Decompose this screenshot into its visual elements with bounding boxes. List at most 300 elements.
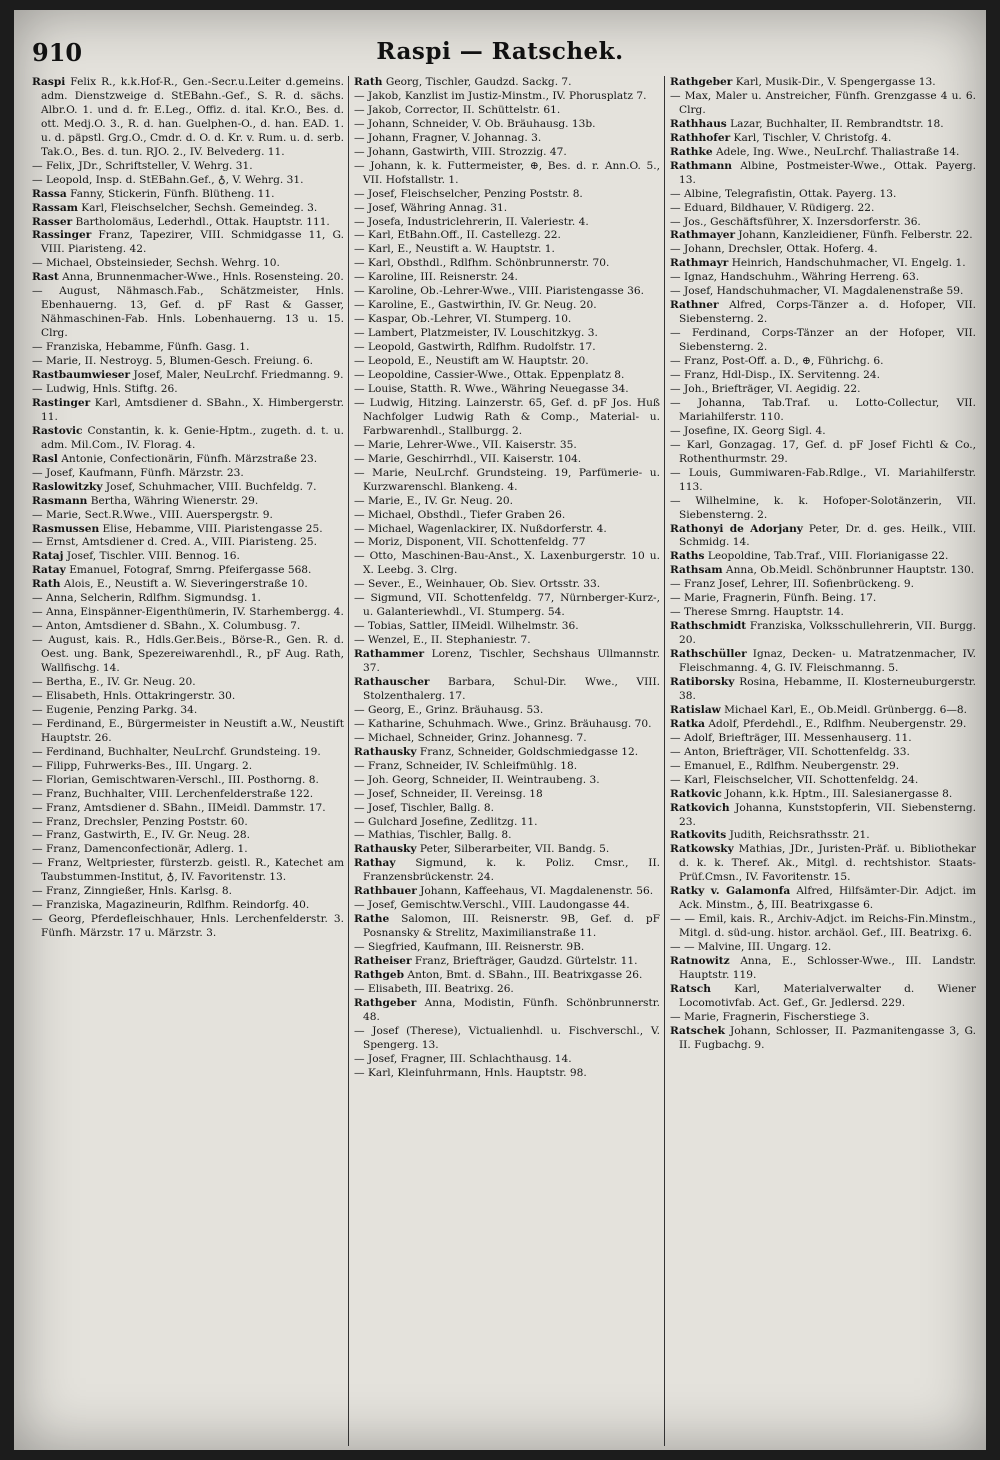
entry-text: Fanny, Stickerin, Fünfh. Blütheng. 11. (66, 187, 275, 200)
directory-entry (670, 495, 976, 523)
entry-text: — Josef, Kaufmann, Fünfh. Märzstr. 23. (32, 466, 244, 479)
entry-surname: Ratky v. Galamonfa (670, 885, 791, 898)
directory-entry (354, 634, 660, 648)
directory-entry (670, 955, 976, 983)
directory-entry (354, 341, 660, 355)
entry-surname: Ratkovich (670, 801, 730, 814)
entry-text: — Marie, Fragnerin, Fünfh. Being. 17. (670, 592, 877, 605)
entry-text: — Michael, Wagenlackirer, IX. Nußdorferstr. 4. (354, 522, 607, 535)
directory-entry (670, 216, 976, 230)
directory-entry (32, 690, 344, 704)
directory-columns (32, 76, 976, 1446)
directory-entry (32, 718, 344, 746)
entry-text: — Bertha, E., IV. Gr. Neug. 20. (32, 675, 196, 688)
entry-text: Ignaz, Decken- u. Matratzenmacher, IV. Fleischmanng. 4, G. IV. Fleischmanng. 5. (679, 648, 976, 675)
directory-entry (670, 983, 976, 1011)
entry-text: Georg, Tischler, Gaudzd. Sackg. 7. (382, 76, 572, 88)
entry-text: Johanna, Kunststopferin, VII. Siebensterng. 23. (679, 801, 976, 828)
entry-text: Michael Karl, E., Ob.Meidl. Grünbergg. 6—8. (720, 703, 968, 716)
directory-entry (354, 788, 660, 802)
entry-surname: Rastinger (32, 396, 91, 409)
directory-entry (354, 648, 660, 676)
directory-entry (354, 104, 660, 118)
directory-entry (354, 550, 660, 578)
entry-text: — Leopold, E., Neustift am W. Hauptstr. 20. (354, 355, 589, 368)
entry-surname: Rastovic (32, 424, 83, 437)
directory-entry (354, 509, 660, 523)
entry-text: — Katharine, Schuhmach. Wwe., Grinz. Bräuhausg. 70. (354, 717, 652, 730)
entry-text: — Wenzel, E., II. Stephaniestr. 7. (354, 634, 531, 647)
directory-entry (32, 229, 344, 257)
entry-text: Mathias, JDr., Juristen-Präf. u. Bibliothekar d. k. k. Theref. Ak., Mitgl. d. rechtshistor. Staats-Prüf.Cmsn., IV. Favoritenstr. 15. (679, 843, 976, 884)
directory-entry (32, 676, 344, 690)
entry-text: — Karoline, III. Reisnerstr. 24. (354, 271, 518, 284)
directory-entry (670, 885, 976, 913)
entry-surname: Rathgeber (354, 996, 417, 1009)
entry-text: — Johann, Drechsler, Ottak. Hoferg. 4. (670, 243, 878, 256)
entry-surname: Rathner (670, 299, 719, 312)
entry-surname: Rathgeber (670, 76, 733, 88)
directory-entry (354, 243, 660, 257)
directory-entry (670, 550, 976, 564)
directory-entry (670, 1011, 976, 1025)
directory-entry (670, 202, 976, 216)
directory-entry (670, 188, 976, 202)
entry-surname: Rathonyi de Adorjany (670, 522, 803, 535)
directory-entry (32, 341, 344, 355)
directory-entry (32, 885, 344, 899)
entry-text: — Sever., E., Weinhauer, Ob. Siev. Ortsstr. 33. (354, 578, 601, 591)
entry-text: — Adolf, Briefträger, III. Messenhauserg. 11. (670, 731, 912, 744)
entry-text: Johann, Schlosser, II. Pazmanitengasse 3, G. II. Fugbachg. 9. (679, 1024, 976, 1051)
entry-text: Josef, Maler, NeuLrchf. Friedmanng. 9. (130, 369, 344, 382)
column-divider (348, 76, 349, 1446)
directory-entry (670, 257, 976, 271)
entry-surname: Rassam (32, 201, 78, 214)
entry-surname: Rath (32, 578, 61, 591)
column-1 (32, 76, 344, 1446)
entry-text: Constantin, k. k. Genie-Hptm., zugeth. d. t. u. adm. Mil.Com., IV. Florag. 4. (41, 424, 344, 451)
entry-text: Antonie, Confectionärin, Fünfh. Märzstraße 23. (57, 452, 318, 465)
entry-text: — Georg, E., Grinz. Bräuhausg. 53. (354, 703, 544, 716)
entry-text: Anton, Bmt. d. SBahn., III. Beatrixgasse 26. (404, 969, 643, 981)
entry-text: — Marie, Sect.R.Wwe., VIII. Auerspergstr. 9. (32, 508, 273, 521)
entry-text: Franz, Tapezirer, VIII. Schmidgasse 11, G. VIII. Piaristeng. 42. (41, 229, 344, 256)
directory-entry (32, 397, 344, 425)
entry-text: Anna, Brunnenmacher-Wwe., Hnls. Rosensteing. 20. (58, 271, 344, 284)
entry-text: Karl, Fleischselcher, Sechsh. Gemeindeg. 3. (77, 201, 318, 214)
entry-surname: Raslowitzky (32, 480, 103, 493)
entry-text: Anna, Modistin, Fünfh. Schönbrunnerstr. 48. (363, 996, 660, 1023)
entry-text: Karl, Tischler, V. Christofg. 4. (730, 131, 892, 144)
entry-text: Alfred, Hilfsämter-Dir. Adjct. im Ack. Minstm., ♁, III. Beatrixgasse 6. (679, 885, 976, 912)
directory-entry (354, 118, 660, 132)
directory-entry (32, 746, 344, 760)
entry-text: — Anna, Einspänner-Eigenthümerin, IV. Starhembergg. 4. (32, 606, 344, 619)
entry-text: — Anna, Selcherin, Rdlfhm. Sigmundsg. 1. (32, 592, 261, 605)
directory-entry (354, 802, 660, 816)
directory-entry (354, 523, 660, 537)
directory-entry (32, 564, 344, 578)
directory-entry (354, 578, 660, 592)
entry-text: — Florian, Gemischtwaren-Verschl., III. Posthorng. 8. (32, 773, 319, 786)
directory-entry (354, 257, 660, 271)
directory-entry (354, 774, 660, 788)
directory-entry (670, 913, 976, 941)
entry-text: — Karl, Gonzagag. 17, Gef. d. pF Josef Fichtl & Co., Rothenthurmstr. 29. (670, 438, 976, 465)
entry-surname: Rasmann (32, 494, 88, 507)
entry-text: — Moriz, Disponent, VII. Schottenfeldg. 77 (354, 536, 586, 549)
entry-text: — Josefine, IX. Georg Sigl. 4. (670, 424, 826, 437)
entry-text: — Therese Smrng. Hauptstr. 14. (670, 606, 844, 619)
directory-entry (670, 76, 976, 90)
directory-entry (32, 174, 344, 188)
directory-entry (354, 397, 660, 439)
entry-text: Heinrich, Handschuhmacher, VI. Engelg. 1. (728, 257, 966, 270)
directory-entry (670, 829, 976, 843)
entry-text: Johann, Kanzleidiener, Fünfh. Felberstr. 22. (735, 229, 973, 242)
directory-entry (670, 439, 976, 467)
entry-text: — Franz, Schneider, IV. Schleifmühlg. 18. (354, 759, 578, 772)
page-header (14, 10, 986, 70)
entry-text: Bertha, Währing Wienerstr. 29. (87, 494, 259, 507)
entry-text: Franz, Schneider, Goldschmiedgasse 12. (416, 745, 639, 758)
directory-entry (670, 132, 976, 146)
entry-text: — Marie, E., IV. Gr. Neug. 20. (354, 494, 513, 507)
directory-entry (32, 202, 344, 216)
entry-surname: Raspi (32, 76, 66, 88)
entry-text: — Georg, Pferdefleischhauer, Hnls. Lerchenfelderstr. 3. Fünfh. Märzstr. 17 u. Märzstr. 3. (32, 913, 344, 940)
directory-entry (354, 467, 660, 495)
entry-text: — Franz, Hdl-Disp., IX. Servitenng. 24. (670, 369, 880, 382)
entry-text: — August, kais. R., Hdls.Ger.Beis., Börse-R., Gen. R. d. Oest. ung. Bank, Spezereiwarenhdl., R., pF Aug. Rath, Wallfischg. 14. (32, 634, 344, 675)
directory-entry (354, 90, 660, 104)
directory-entry (670, 578, 976, 592)
entry-surname: Rasser (32, 215, 73, 228)
entry-surname: Ratnowitz (670, 955, 730, 968)
directory-entry (354, 271, 660, 285)
directory-entry (670, 285, 976, 299)
page-number: 910 (32, 38, 83, 67)
directory-entry (32, 355, 344, 369)
entry-surname: Rathmayer (670, 229, 736, 242)
directory-entry (32, 788, 344, 802)
entry-text: — Karoline, Ob.-Lehrer-Wwe., VIII. Piaristengasse 36. (354, 285, 644, 298)
entry-text: — Ferdinand, Buchhalter, NeuLrchf. Grundsteing. 19. (32, 745, 321, 758)
directory-entry (32, 606, 344, 620)
entry-text: Karl, Musik-Dir., V. Spengergasse 13. (732, 76, 936, 88)
entry-surname: Rathay (354, 857, 396, 870)
entry-surname: Rathmayr (670, 257, 729, 270)
directory-entry (32, 802, 344, 816)
directory-entry (670, 229, 976, 243)
entry-surname: Rast (32, 271, 59, 284)
entry-surname: Rathsam (670, 564, 723, 577)
entry-surname: Ratiborsky (670, 675, 735, 688)
directory-entry (670, 327, 976, 355)
directory-entry (32, 536, 344, 550)
entry-text: — Franz Josef, Lehrer, III. Sofienbrückeng. 9. (670, 578, 914, 591)
entry-text: Alfred, Corps-Tänzer a. d. Hofoper, VII. Siebensterng. 2. (679, 299, 976, 326)
directory-entry (32, 704, 344, 718)
directory-entry (670, 620, 976, 648)
directory-entry (354, 453, 660, 467)
directory-entry (354, 592, 660, 620)
entry-text: — Franz, Zinngießer, Hnls. Karlsg. 8. (32, 885, 233, 898)
entry-surname: Rathgeb (354, 969, 405, 981)
directory-entry (670, 843, 976, 885)
directory-entry (670, 564, 976, 578)
entry-surname: Rathauscher (354, 675, 430, 688)
entry-text: — Josefa, Industriclehrerin, II. Valeriestr. 4. (354, 215, 589, 228)
directory-entry (32, 216, 344, 230)
entry-text: — Felix, JDr., Schriftsteller, V. Wehrg. 31. (32, 159, 253, 172)
directory-entry (32, 829, 344, 843)
directory-entry (354, 1025, 660, 1053)
entry-text: — Elisabeth, III. Beatrixg. 26. (354, 982, 514, 995)
directory-entry (670, 118, 976, 132)
entry-surname: Ratschek (670, 1024, 726, 1037)
directory-entry (670, 425, 976, 439)
directory-entry (32, 257, 344, 271)
entry-text: — Karl, Fleischselcher, VII. Schottenfeldg. 24. (670, 773, 919, 786)
entry-text: — Wilhelmine, k. k. Hofoper-Solotänzerin, VII. Siebensterng. 2. (670, 494, 976, 521)
directory-entry (32, 481, 344, 495)
entry-text: — Louise, Statth. R. Wwe., Währing Neuegasse 34. (354, 382, 629, 395)
entry-text: — Karoline, E., Gastwirthin, IV. Gr. Neug. 20. (354, 299, 597, 312)
entry-text: — Louis, Gummiwaren-Fab.Rdlge., VI. Mariahilferstr. 113. (670, 466, 976, 493)
entry-text: — Marie, II. Nestroyg. 5, Blumen-Gesch. Freiung. 6. (32, 355, 314, 368)
entry-text: Lorenz, Tischler, Sechshaus Ullmannstr. 37. (363, 648, 660, 675)
entry-text: — Josef, Tischler, Ballg. 8. (354, 801, 495, 814)
entry-text: Josef, Schuhmacher, VIII. Buchfeldg. 7. (102, 480, 317, 493)
entry-text: — Josef, Gemischtw.Verschl., VIII. Laudongasse 44. (354, 899, 630, 912)
entry-text: — Kaspar, Ob.-Lehrer, VI. Stumperg. 10. (354, 313, 572, 326)
entry-text: — Josef, Fragner, III. Schlachthausg. 14. (354, 1052, 572, 1065)
entry-text: — Otto, Maschinen-Bau-Anst., X. Laxenburgerstr. 10 u. X. Leebg. 3. Clrg. (354, 550, 660, 577)
entry-text: Adele, Ing. Wwe., NeuLrchf. Thaliastraße 14. (712, 145, 960, 158)
directory-entry (670, 383, 976, 397)
directory-entry (354, 160, 660, 188)
entry-text: — Ferdinand, E., Bürgermeister in Neustift a.W., Neustift Hauptstr. 26. (32, 717, 344, 744)
directory-entry (354, 188, 660, 202)
directory-entry (354, 746, 660, 760)
entry-text: Bartholomäus, Lederhdl., Ottak. Hauptstr. 111. (72, 215, 330, 228)
entry-text: — Filipp, Fuhrwerks-Bes., III. Ungarg. 2. (32, 759, 253, 772)
entry-surname: Rathammer (354, 648, 425, 661)
directory-entry (670, 746, 976, 760)
entry-text: Alois, E., Neustift a. W. Sieveringerstraße 10. (60, 578, 308, 591)
entry-surname: Rathschüller (670, 648, 747, 661)
directory-entry (354, 718, 660, 732)
column-divider (664, 76, 665, 1446)
entry-text: Anna, Ob.Meidl. Schönbrunner Hauptstr. 130. (722, 564, 975, 577)
directory-entry (32, 369, 344, 383)
entry-text: — — Malvine, III. Ungarg. 12. (670, 941, 832, 954)
entry-surname: Rathausky (354, 843, 417, 856)
entry-text: Barbara, Schul-Dir. Wwe., VIII. Stolzenthalerg. 17. (363, 675, 660, 702)
entry-text: Adolf, Pferdehdl., E., Rdlfhm. Neubergenstr. 29. (705, 717, 967, 730)
directory-entry (354, 885, 660, 899)
entry-surname: Ratay (32, 564, 66, 577)
entry-surname: Rathausky (354, 745, 417, 758)
directory-entry (670, 774, 976, 788)
entry-text: — Joh. Georg, Schneider, II. Weintraubeng. 3. (354, 773, 600, 786)
page-title: Raspi — Ratschek. (376, 38, 624, 65)
directory-entry (354, 843, 660, 857)
directory-entry (354, 229, 660, 243)
directory-entry (354, 913, 660, 941)
entry-text: Elise, Hebamme, VIII. Piaristengasse 25. (99, 522, 323, 535)
entry-text: Judith, Reichsrathsstr. 21. (726, 829, 870, 842)
directory-entry (32, 509, 344, 523)
directory-entry (354, 704, 660, 718)
directory-entry (32, 188, 344, 202)
directory-entry (354, 997, 660, 1025)
entry-text: — Josef, Handschuhmacher, VI. Magdalenenstraße 59. (670, 285, 964, 298)
directory-entry (354, 202, 660, 216)
directory-entry (32, 843, 344, 857)
entry-surname: Rasl (32, 452, 58, 465)
entry-text: — Jos., Geschäftsführer, X. Inzersdorferstr. 36. (670, 215, 921, 228)
directory-entry (32, 76, 344, 160)
entry-surname: Raths (670, 550, 705, 563)
directory-entry (670, 941, 976, 955)
directory-entry (32, 550, 344, 564)
entry-text: — Franz, Post-Off. a. D., ⊕, Führichg. 6. (670, 355, 884, 368)
directory-entry (670, 704, 976, 718)
entry-text: Karl, Materialverwalter d. Wiener Locomotivfab. Act. Gef., Gr. Jedlersd. 229. (679, 982, 976, 1009)
directory-entry (670, 467, 976, 495)
directory-entry (354, 620, 660, 634)
directory-entry (354, 732, 660, 746)
entry-text: — Max, Maler u. Anstreicher, Fünfh. Grenzgasse 4 u. 6. Clrg. (670, 89, 976, 116)
entry-text: — Johann, Gastwirth, VIII. Strozzig. 47. (354, 145, 567, 158)
entry-text: — Ludwig, Hitzing. Lainzerstr. 65, Gef. d. pF Jos. Huß Nachfolger Ludwig Rath & Comp., Material- u. Farbwarenhdl., Stallburgg. 2. (354, 396, 660, 437)
entry-surname: Rathmann (670, 159, 732, 172)
directory-entry (32, 453, 344, 467)
directory-entry (32, 285, 344, 341)
entry-text: — Johann, k. k. Futtermeister, ⊕, Bes. d. r. Ann.O. 5., VII. Hofstallstr. 1. (354, 159, 660, 186)
entry-text: Sigmund, k. k. Poliz. Cmsr., II. Franzensbrückenstr. 24. (363, 857, 660, 884)
entry-text: — Albine, Telegrafistin, Ottak. Payerg. 13. (670, 187, 897, 200)
entry-text: — Anton, Briefträger, VII. Schottenfeldg. 33. (670, 745, 910, 758)
entry-text: — Leopold, Gastwirth, Rdlfhm. Rudolfstr. 17. (354, 341, 596, 354)
entry-text: — Karl, Kleinfuhrmann, Hnls. Hauptstr. 98. (354, 1066, 587, 1079)
entry-text: — Franz, Damenconfectionär, Adlerg. 1. (32, 843, 248, 856)
directory-entry (354, 536, 660, 550)
entry-text: — Elisabeth, Hnls. Ottakringerstr. 30. (32, 689, 236, 702)
entry-text: — August, Nähmasch.Fab., Schätzmeister, Hnls. Ebenhauerng. 13, Gef. d. pF Rast & Gasser, Nähmaschinen-Fab. Hnls. Lobenhauerng. 13 u. 15. Clrg. (32, 285, 344, 340)
entry-text: Johann, k.k. Hptm., III. Salesianergasse 8. (721, 787, 953, 800)
directory-entry (670, 160, 976, 188)
directory-entry (670, 732, 976, 746)
directory-entry (354, 760, 660, 774)
column-2 (354, 76, 660, 1446)
directory-entry (32, 816, 344, 830)
entry-text: — Michael, Schneider, Grinz. Johannesg. 7. (354, 731, 587, 744)
entry-text: — — Emil, kais. R., Archiv-Adjct. im Reichs-Fin.Minstm., Mitgl. d. süd-ung. histor. archäol. Gef., III. Beatrixg. 6. (670, 913, 976, 940)
directory-entry (670, 1025, 976, 1053)
directory-entry (670, 718, 976, 732)
entry-text: — Franziska, Hebamme, Fünfh. Gasg. 1. (32, 341, 250, 354)
directory-entry (32, 774, 344, 788)
directory-entry (670, 760, 976, 774)
directory-entry (354, 383, 660, 397)
entry-surname: Ratkovic (670, 787, 722, 800)
entry-text: Franz, Briefträger, Gaudzd. Gürtelstr. 11. (411, 955, 638, 968)
entry-text: — Eduard, Bildhauer, V. Rüdigerg. 22. (670, 201, 875, 214)
directory-entry (354, 216, 660, 230)
entry-surname: Rathke (670, 145, 713, 158)
directory-entry (354, 439, 660, 453)
directory-entry (354, 369, 660, 383)
directory-entry (32, 620, 344, 634)
directory-entry (670, 355, 976, 369)
entry-text: — Lambert, Platzmeister, IV. Louschitzkyg. 3. (354, 327, 598, 340)
entry-surname: Ratkowsky (670, 843, 734, 856)
entry-surname: Ratislaw (670, 703, 721, 716)
entry-text: Johann, Kaffeehaus, VI. Magdalenenstr. 56. (416, 885, 654, 898)
entry-text: — Josef (Therese), Victualienhdl. u. Fischverschl., V. Spengerg. 13. (354, 1024, 660, 1051)
entry-text: Peter, Silberarbeiter, VII. Bandg. 5. (416, 843, 610, 856)
column-3 (670, 76, 976, 1446)
entry-text: — Jakob, Corrector, II. Schüttelstr. 61. (354, 103, 561, 116)
entry-text: — Johann, Schneider, V. Ob. Bräuhausg. 13b. (354, 117, 596, 130)
entry-surname: Rasmussen (32, 522, 100, 535)
directory-entry (32, 495, 344, 509)
entry-text: — Franz, Weltpriester, fürsterzb. geistl. R., Katechet am Taubstummen-Institut, ♁, IV. Favoritenstr. 13. (32, 857, 344, 884)
entry-surname: Rathhofer (670, 131, 731, 144)
entry-text: — Johanna, Tab.Traf. u. Lotto-Collectur, VII. Mariahilferstr. 110. (670, 396, 976, 423)
entry-text: — Ernst, Amtsdiener d. Cred. A., VIII. Piaristeng. 25. (32, 536, 317, 549)
entry-text: Leopoldine, Tab.Traf., VIII. Florianigasse 22. (704, 550, 949, 563)
entry-text: — Ferdinand, Corps-Tänzer an der Hofoper, VII. Siebensterng. 2. (670, 327, 976, 354)
entry-text: Rosina, Hebamme, II. Klosterneuburgerstr. 38. (679, 675, 976, 702)
entry-text: — Johann, Fragner, V. Johannag. 3. (354, 131, 542, 144)
entry-surname: Rathbauer (354, 885, 417, 898)
entry-surname: Rathhaus (670, 117, 727, 130)
directory-entry (32, 271, 344, 285)
entry-text: — Marie, Geschirrhdl., VII. Kaiserstr. 104. (354, 452, 582, 465)
directory-entry (354, 816, 660, 830)
entry-text: — Mathias, Tischler, Ballg. 8. (354, 829, 512, 842)
directory-entry (670, 788, 976, 802)
directory-entry (32, 467, 344, 481)
directory-entry (354, 313, 660, 327)
entry-text: — Karl, EtBahn.Off., II. Castellezg. 22. (354, 229, 561, 242)
directory-entry (670, 299, 976, 327)
directory-entry (670, 271, 976, 285)
entry-text: — Karl, Obsthdl., Rdlfhm. Schönbrunnerstr. 70. (354, 257, 610, 270)
entry-surname: Rassa (32, 187, 67, 200)
entry-text: Felix R., k.k.Hof-R., Gen.-Secr.u.Leiter d.gemeins. adm. Dienstzweige d. StEBahn.-Gef., S. R. d. sächs. Albr.O. 1. und d. fr. E.Leg., Offiz. d. ital. Kr.O., Bes. d. ott. Medj.O. 3., R. d. han. Guelphen-O., d. han. EAD. 1. u. d. päpstl. Grg.O., Cmdr. d. O. d. Kr. v. Rum. u. d. serb. Tak.O., Bes. d. tun. RJO. 2., IV. Belvederg. 11. (41, 76, 344, 158)
directory-entry (32, 760, 344, 774)
entry-text: Josef, Tischler. VIII. Bennog. 16. (63, 550, 240, 563)
directory-page (14, 10, 986, 1450)
directory-entry (354, 495, 660, 509)
entry-text: Emanuel, Fotograf, Smrng. Pfeifergasse 568. (65, 564, 312, 577)
directory-entry (354, 1053, 660, 1067)
directory-entry (354, 969, 660, 983)
entry-surname: Rath (354, 76, 383, 88)
directory-entry (670, 146, 976, 160)
directory-entry (32, 383, 344, 397)
directory-entry (670, 397, 976, 425)
entry-text: — Marie, Fragnerin, Fischerstiege 3. (670, 1010, 870, 1023)
entry-surname: Rastbaumwieser (32, 369, 131, 382)
directory-entry (32, 857, 344, 885)
